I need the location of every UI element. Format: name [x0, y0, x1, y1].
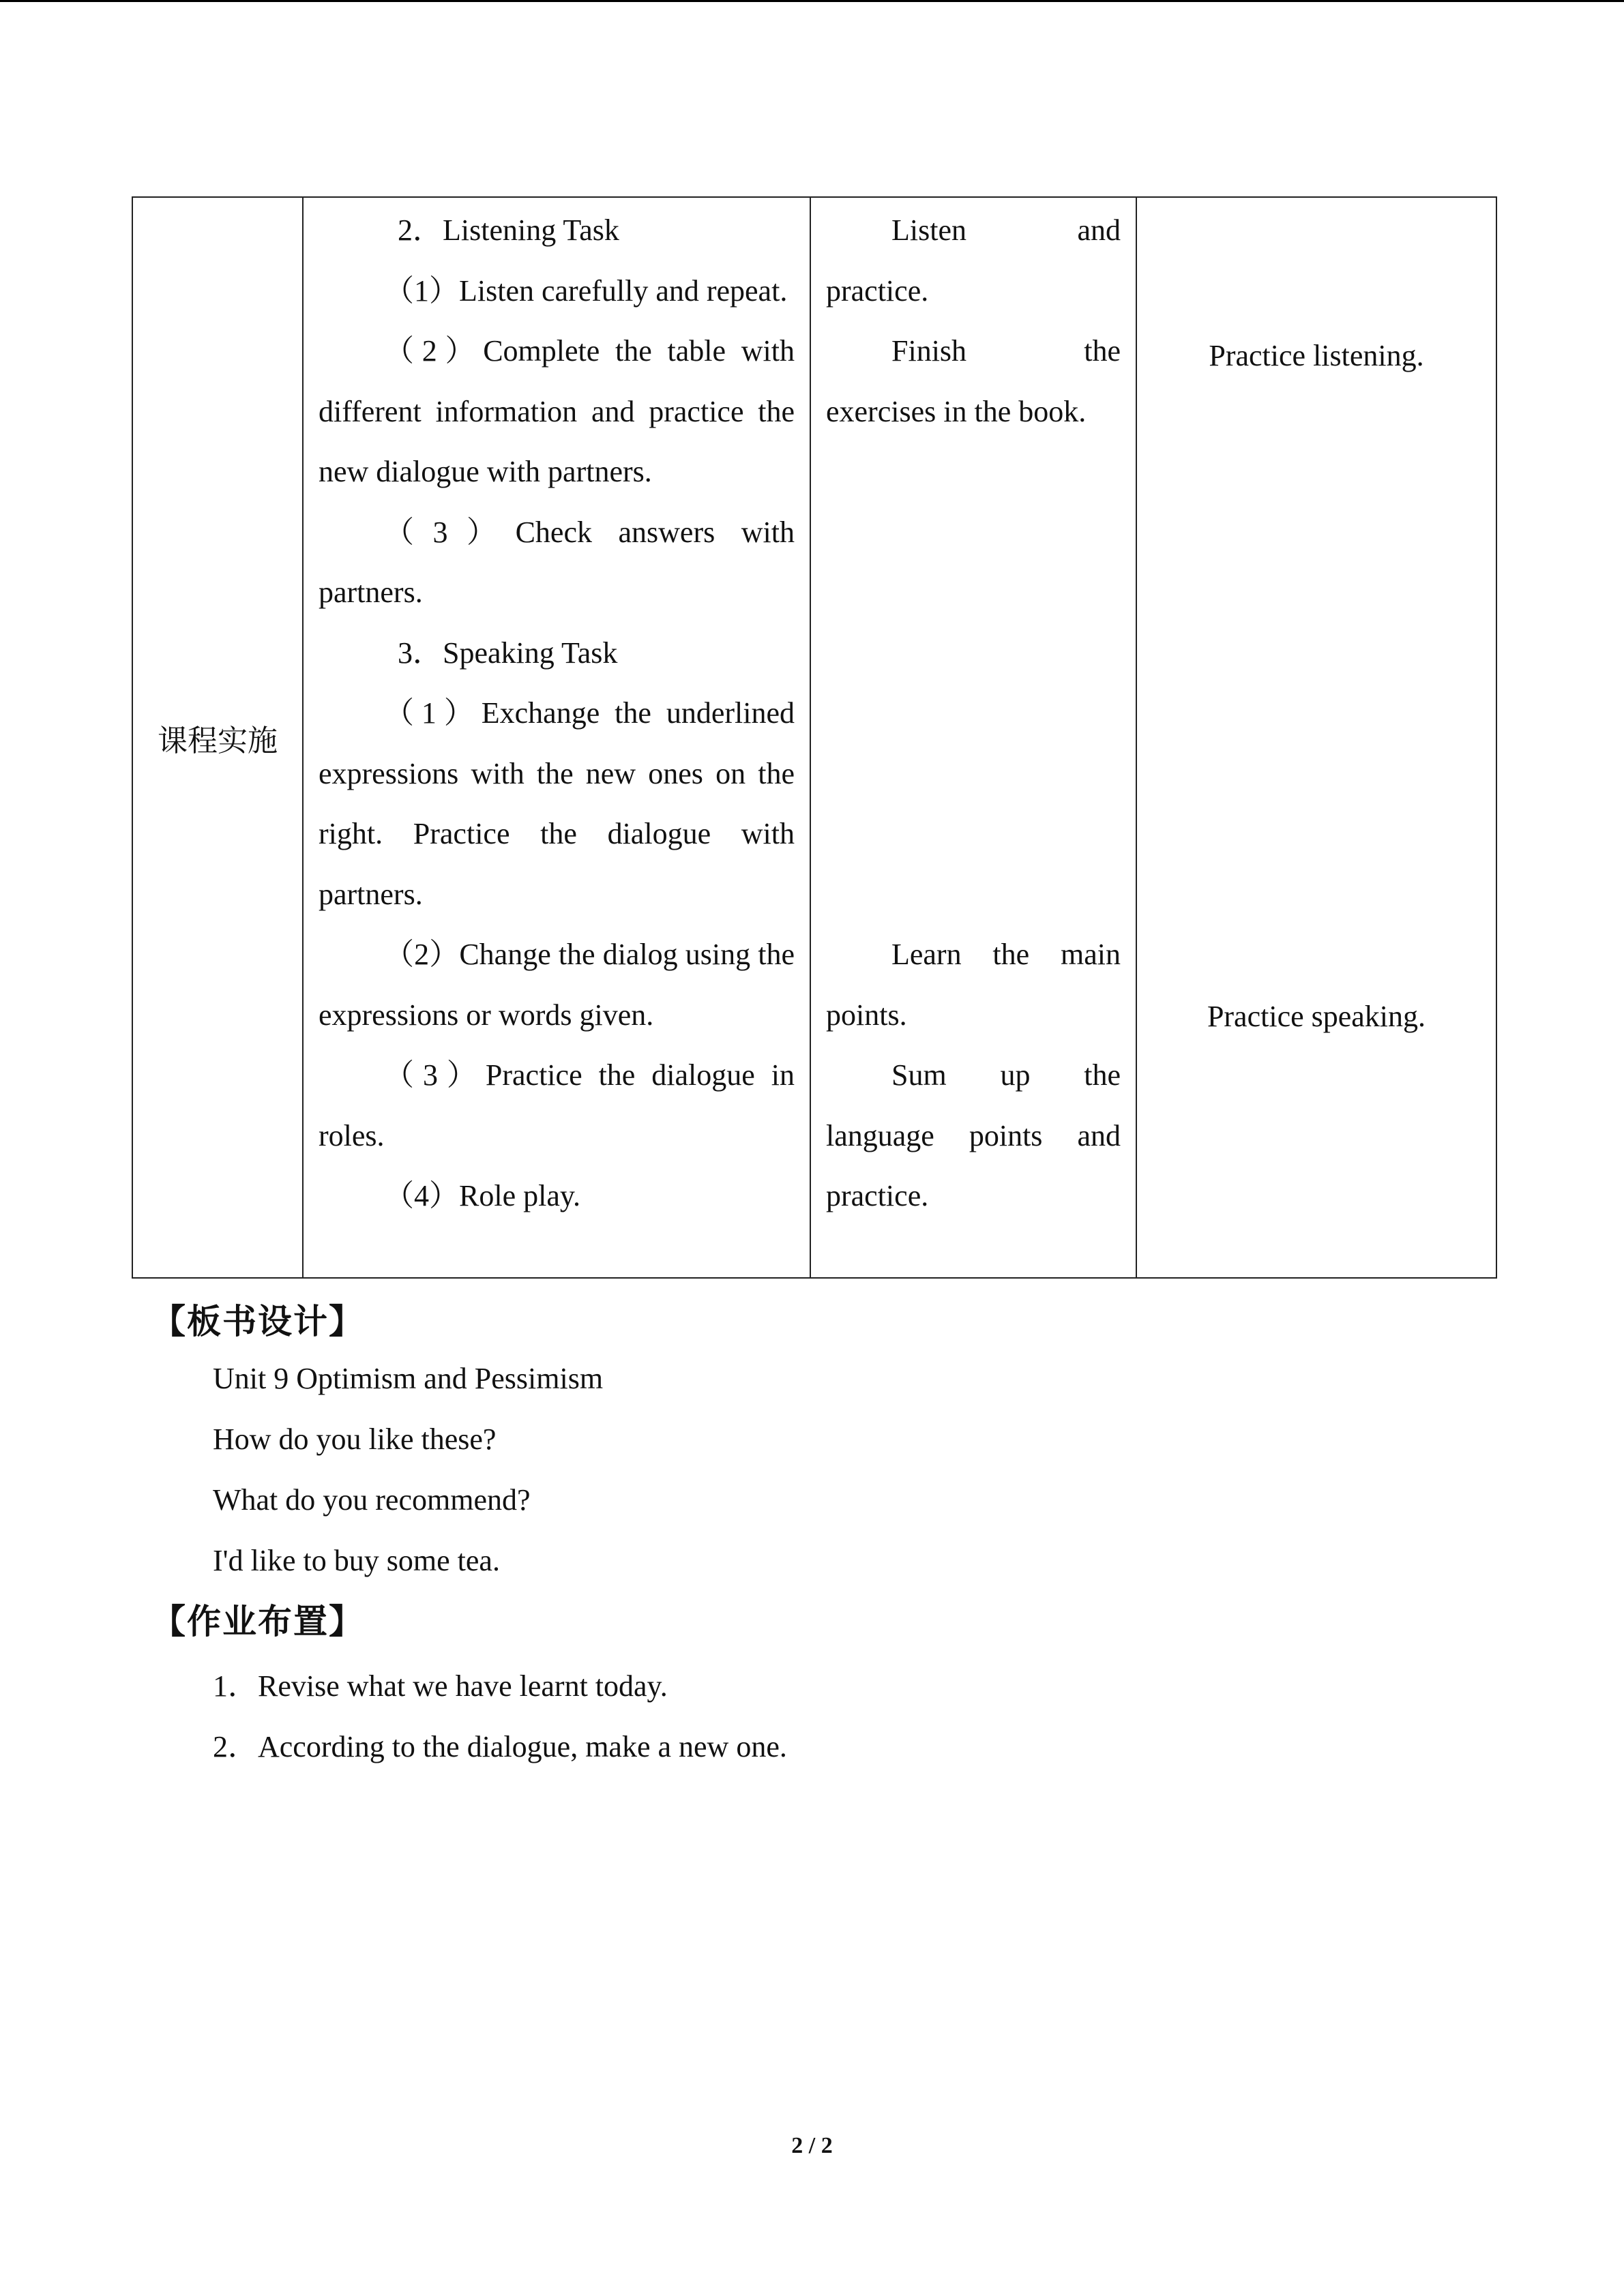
board-line-1: Unit 9 Optimism and Pessimism [213, 1362, 604, 1395]
speaking-step-1: （1）Exchange the underlined expressions with the new ones on the right. Practice the dialogue with partners. [319, 696, 795, 911]
homework-heading: 【作业布置】 [151, 1602, 364, 1641]
board-line-4: I'd like to buy some tea. [213, 1544, 500, 1577]
lesson-plan-table [132, 196, 1497, 1279]
listening-step-3: （3）Check answers with partners. [319, 515, 795, 609]
design-purpose-cell [1136, 197, 1496, 1278]
listening-task-title: 2．Listening Task [398, 213, 619, 247]
purpose-speaking: Practice speaking. [1207, 1000, 1426, 1033]
speaking-step-4: （4）Role play. [384, 1179, 580, 1212]
speaking-step-3: （3）Practice the dialogue in roles. [319, 1058, 795, 1152]
row-label: 课程实施 [158, 723, 278, 758]
board-design-heading: 【板书设计】 [151, 1302, 364, 1341]
student-activity-cell [810, 197, 1136, 1278]
table-row [132, 197, 1496, 1278]
teaching-content-cell [303, 197, 810, 1278]
student-activity-2: Finish the exercises in the book. [826, 334, 1121, 428]
student-activity-4: Sum up the language points and practice. [826, 1058, 1121, 1212]
student-activity-3: Learn the main points. [826, 938, 1121, 1032]
listening-step-1: （1）Listen carefully and repeat. [384, 273, 788, 308]
homework-item-1: 1．Revise what we have learnt today. [213, 1669, 668, 1703]
purpose-listening: Practice listening. [1209, 339, 1424, 372]
speaking-task-title: 3．Speaking Task [398, 636, 618, 670]
row-label-cell [132, 197, 303, 1278]
page-number: 2 / 2 [791, 2133, 833, 2158]
student-activity-1: Listen and practice. [826, 213, 1121, 308]
board-line-2: How do you like these? [213, 1422, 497, 1456]
listening-step-2: （2）Complete the table with different information and practice the new dialogue with partners. [319, 334, 795, 488]
homework-item-2: 2．According to the dialogue, make a new one. [213, 1730, 787, 1763]
board-line-3: What do you recommend? [213, 1483, 531, 1517]
top-border [0, 0, 1624, 2]
speaking-step-2: （2）Change the dialog using the expressions or words given. [319, 938, 795, 1032]
